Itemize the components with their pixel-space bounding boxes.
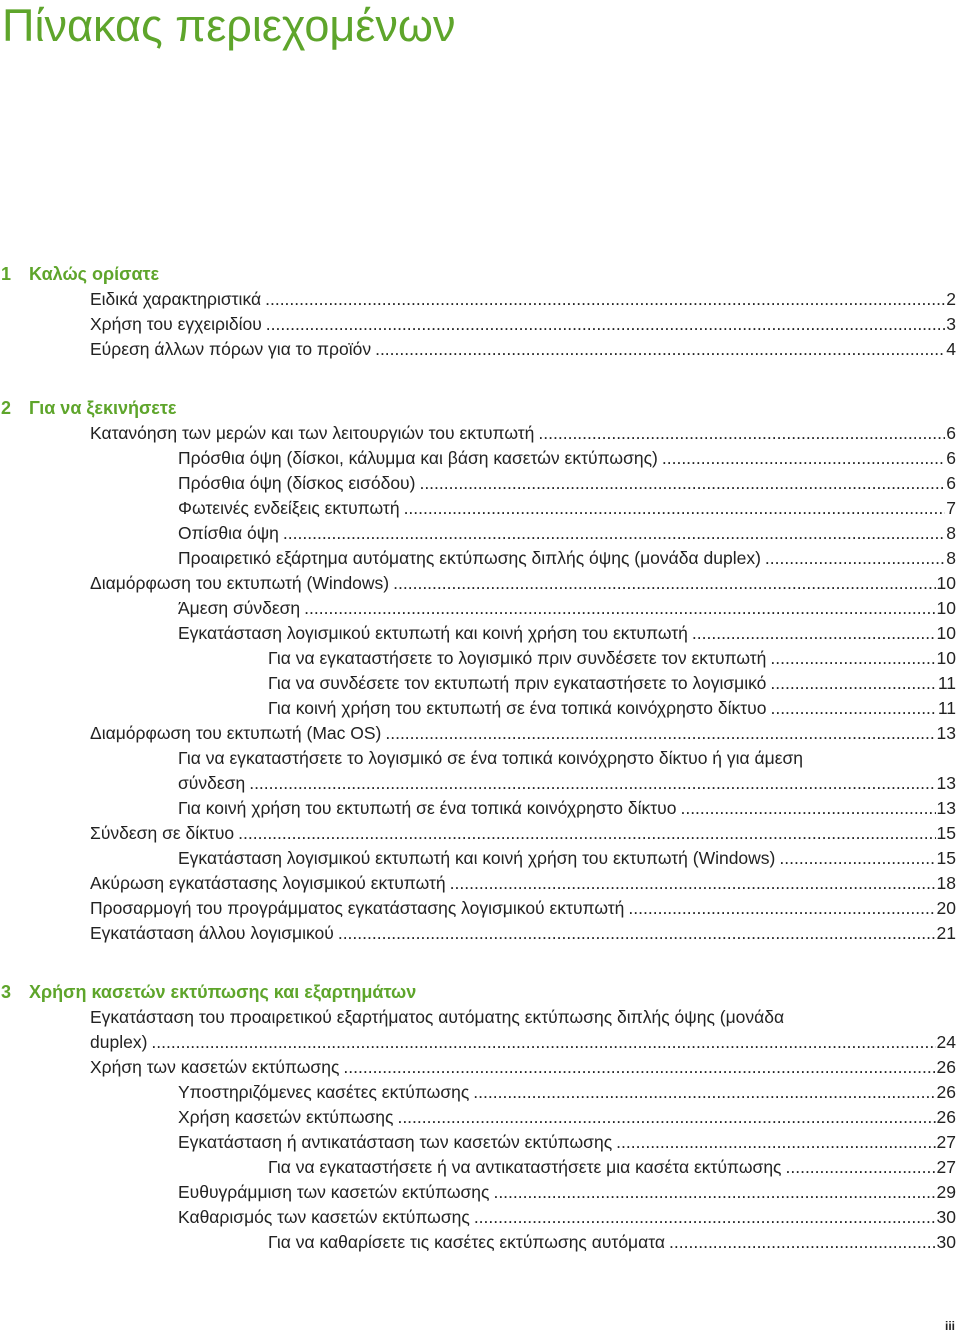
dot-leader [249, 771, 935, 796]
entry-page: 13 [936, 798, 956, 818]
toc-entry[interactable] [0, 1230, 956, 1255]
toc-entry[interactable] [0, 646, 956, 671]
entry-page: 4 [946, 339, 956, 359]
entry-title: Κατανόηση των μερών και των λειτουργιών του εκτυπωτή [90, 423, 535, 443]
toc-entry[interactable] [0, 1180, 956, 1205]
dot-leader [385, 721, 935, 746]
dot-leader [616, 1130, 935, 1155]
toc-entry[interactable] [0, 337, 956, 362]
dot-leader [419, 471, 945, 496]
toc-entry[interactable] [0, 721, 956, 746]
toc-entry[interactable] [0, 896, 956, 921]
chapter-3 [0, 980, 960, 1255]
toc-entry[interactable] [0, 921, 956, 946]
chapter-number: 3 [1, 982, 12, 1002]
toc-entry[interactable] [0, 496, 956, 521]
dot-leader [265, 287, 945, 312]
entry-page: 10 [936, 573, 956, 593]
dot-leader [770, 696, 936, 721]
dot-leader [779, 846, 935, 871]
entry-page: 20 [936, 898, 956, 918]
dot-leader [393, 571, 935, 596]
entry-page: 26 [936, 1057, 956, 1077]
entry-title: duplex) [90, 1032, 148, 1052]
toc-entry[interactable] [0, 621, 956, 646]
entry-page: 8 [946, 548, 956, 568]
entry-page: 10 [936, 623, 956, 643]
entry-page: 7 [946, 498, 956, 518]
entry-title: Ευθυγράμμιση των κασετών εκτύπωσης [178, 1182, 490, 1202]
entry-title: Για να εγκαταστήσετε το λογισμικό πριν συνδέσετε τον εκτυπωτή [268, 648, 767, 668]
toc-entry[interactable] [0, 1030, 956, 1055]
entry-title: Χρήση κασετών εκτύπωσης [178, 1107, 394, 1127]
entry-title: Διαμόρφωση του εκτυπωτή (Windows) [90, 573, 390, 593]
table-of-contents [0, 262, 960, 1255]
toc-entry[interactable] [0, 1155, 956, 1180]
toc-entry[interactable] [0, 596, 956, 621]
chapter-number: 2 [1, 398, 12, 418]
toc-entry[interactable] [0, 1055, 956, 1080]
chapter-heading[interactable] [0, 980, 960, 1005]
entry-title: Υποστηριζόμενες κασέτες εκτύπωσης [178, 1082, 470, 1102]
entry-page: 13 [936, 773, 956, 793]
dot-leader [669, 1230, 935, 1255]
page-number: iii [944, 1319, 955, 1333]
dot-leader [538, 421, 945, 446]
entry-title: Εγκατάσταση λογισμικού εκτυπωτή και κοινή χρήση του εκτυπωτή (Windows) [178, 848, 776, 868]
toc-entry[interactable] [0, 421, 956, 446]
entry-title: Εύρεση άλλων πόρων για το προϊόν [90, 339, 372, 359]
entry-page: 30 [936, 1232, 956, 1252]
entry-page: 24 [936, 1032, 956, 1052]
dot-leader [628, 896, 935, 921]
chapter-title: Καλώς ορίσατε [29, 264, 160, 284]
chapter-heading[interactable] [0, 262, 960, 287]
dot-leader [343, 1055, 935, 1080]
dot-leader [338, 921, 936, 946]
dot-leader [375, 337, 945, 362]
dot-leader [151, 1030, 935, 1055]
toc-entry-first-line[interactable]: Για να εγκαταστήσετε το λογισμικό σε ένα τοπικά κοινόχρηστο δίκτυο ή για άμεση [178, 748, 804, 768]
entry-title: Χρήση του εγχειριδίου [90, 314, 262, 334]
chapter-title: Για να ξεκινήσετε [29, 398, 177, 418]
toc-entry-first-line[interactable]: Εγκατάσταση του προαιρετικού εξαρτήματος αυτόματης εκτύπωσης διπλής όψης (μονάδα [90, 1007, 785, 1027]
dot-leader [238, 821, 935, 846]
dot-leader [473, 1080, 935, 1105]
dot-leader [397, 1105, 935, 1130]
entry-title: Φωτεινές ενδείξεις εκτυπωτή [178, 498, 400, 518]
page-title: Πίνακας περιεχομένων [2, 0, 456, 51]
entry-page: 18 [936, 873, 956, 893]
entry-page: 27 [936, 1157, 956, 1177]
chapter-number: 1 [1, 264, 12, 284]
chapter-heading[interactable] [0, 396, 960, 421]
toc-entry[interactable] [0, 287, 956, 312]
toc-entry[interactable] [0, 571, 956, 596]
entry-page: 26 [936, 1082, 956, 1102]
entry-page: 2 [946, 289, 956, 309]
entry-title: Άμεση σύνδεση [178, 598, 301, 618]
entry-page: 13 [936, 723, 956, 743]
entry-title: Για να συνδέσετε τον εκτυπωτή πριν εγκαταστήσετε το λογισμικό [268, 673, 767, 693]
toc-entry[interactable] [0, 521, 956, 546]
entry-title: σύνδεση [178, 773, 246, 793]
dot-leader [493, 1180, 935, 1205]
dot-leader [474, 1205, 936, 1230]
entry-title: Για να εγκαταστήσετε ή να αντικαταστήσετε μια κασέτα εκτύπωσης [268, 1157, 782, 1177]
entry-title: Καθαρισμός των κασετών εκτύπωσης [178, 1207, 470, 1227]
entry-page: 11 [937, 673, 956, 693]
dot-leader [304, 596, 935, 621]
toc-entry[interactable] [0, 1080, 956, 1105]
toc-entry[interactable] [0, 1105, 956, 1130]
toc-entry[interactable] [0, 546, 956, 571]
entry-title: Πρόσθια όψη (δίσκοι, κάλυμμα και βάση κασετών εκτύπωσης) [178, 448, 658, 468]
entry-page: 27 [936, 1132, 956, 1152]
dot-leader [680, 796, 935, 821]
entry-page: 26 [936, 1107, 956, 1127]
entry-title: Για να καθαρίσετε τις κασέτες εκτύπωσης αυτόματα [268, 1232, 666, 1252]
entry-page: 3 [946, 314, 956, 334]
toc-entry[interactable] [0, 671, 956, 696]
dot-leader [450, 871, 936, 896]
toc-entry[interactable] [0, 796, 956, 821]
entry-title: Οπίσθια όψη [178, 523, 279, 543]
dot-leader [283, 521, 945, 546]
dot-leader [266, 312, 945, 337]
entry-page: 30 [936, 1207, 956, 1227]
chapter-2 [0, 396, 960, 946]
entry-title: Χρήση των κασετών εκτύπωσης [90, 1057, 340, 1077]
toc-entry[interactable] [0, 821, 956, 846]
dot-leader [770, 646, 935, 671]
entry-title: Ακύρωση εγκατάστασης λογισμικού εκτυπωτή [90, 873, 446, 893]
toc-entry[interactable] [0, 471, 956, 496]
toc-entry[interactable] [0, 846, 956, 871]
toc-entry[interactable] [0, 771, 956, 796]
entry-page: 15 [936, 848, 956, 868]
entry-title: Εγκατάσταση ή αντικατάσταση των κασετών εκτύπωσης [178, 1132, 613, 1152]
dot-leader [662, 446, 945, 471]
dot-leader [770, 671, 936, 696]
entry-page: 15 [936, 823, 956, 843]
entry-title: Εγκατάσταση λογισμικού εκτυπωτή και κοινή χρήση του εκτυπωτή [178, 623, 688, 643]
toc-entry[interactable] [0, 312, 956, 337]
entry-page: 6 [946, 423, 956, 443]
toc-entry[interactable] [0, 1205, 956, 1230]
toc-entry[interactable] [0, 446, 956, 471]
entry-title: Διαμόρφωση του εκτυπωτή (Mac OS) [90, 723, 382, 743]
dot-leader [692, 621, 936, 646]
entry-page: 10 [936, 648, 956, 668]
entry-title: Πρόσθια όψη (δίσκος εισόδου) [178, 473, 416, 493]
entry-page: 6 [946, 448, 956, 468]
dot-leader [765, 546, 945, 571]
entry-page: 10 [936, 598, 956, 618]
toc-entry[interactable] [0, 696, 956, 721]
dot-leader [786, 1155, 936, 1180]
entry-title: Προσαρμογή του προγράμματος εγκατάστασης λογισμικού εκτυπωτή [90, 898, 625, 918]
entry-page: 6 [946, 473, 956, 493]
entry-title: Για κοινή χρήση του εκτυπωτή σε ένα τοπικά κοινόχρηστο δίκτυο [178, 798, 677, 818]
chapter-title: Χρήση κασετών εκτύπωσης και εξαρτημάτων [29, 982, 417, 1002]
entry-title: Σύνδεση σε δίκτυο [90, 823, 235, 843]
entry-page: 11 [937, 698, 956, 718]
entry-page: 8 [946, 523, 956, 543]
entry-title: Για κοινή χρήση του εκτυπωτή σε ένα τοπικά κοινόχρηστο δίκτυο [268, 698, 767, 718]
entry-title: Ειδικά χαρακτηριστικά [90, 289, 262, 309]
entry-page: 29 [936, 1182, 956, 1202]
toc-entry[interactable] [0, 871, 956, 896]
toc-entry[interactable] [0, 1130, 956, 1155]
chapter-1 [0, 262, 960, 362]
entry-page: 21 [936, 923, 956, 943]
dot-leader [404, 496, 946, 521]
entry-title: Προαιρετικό εξάρτημα αυτόματης εκτύπωσης διπλής όψης (μονάδα duplex) [178, 548, 761, 568]
entry-title: Εγκατάσταση άλλου λογισμικού [90, 923, 334, 943]
